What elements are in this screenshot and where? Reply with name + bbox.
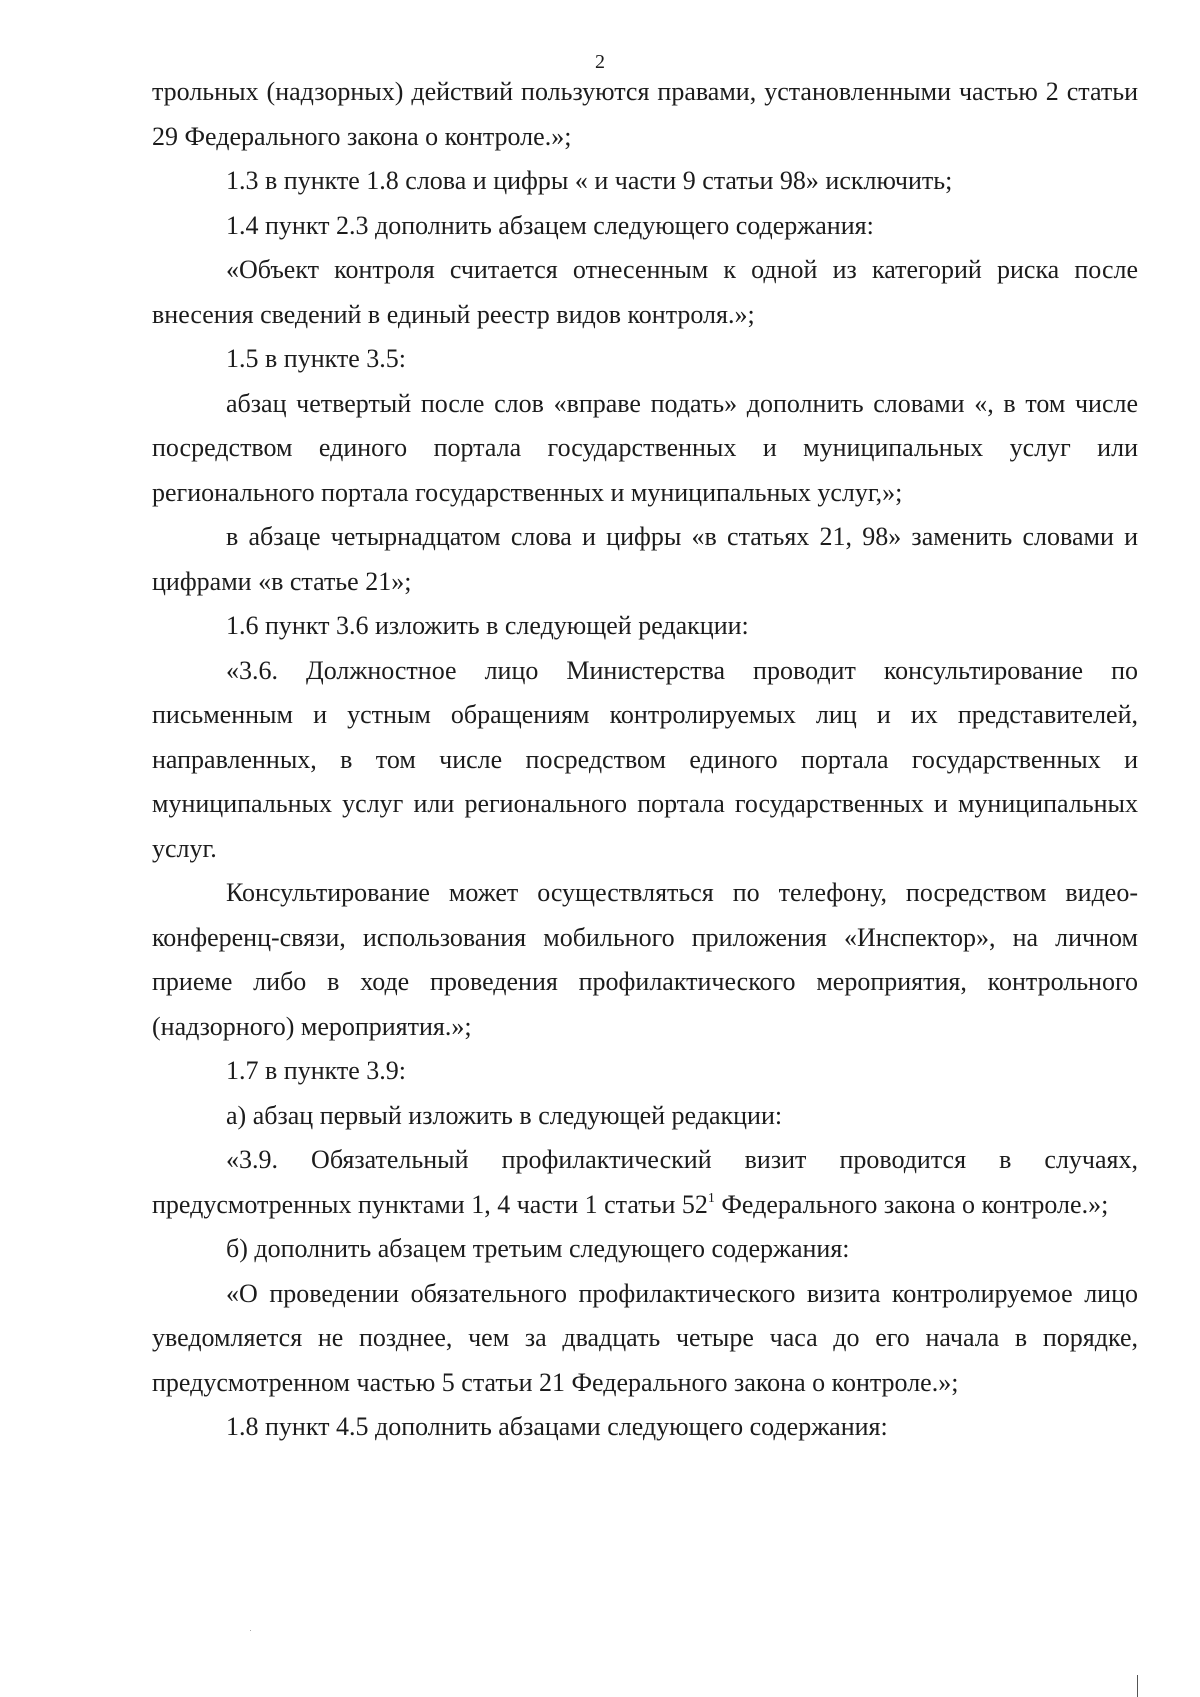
paragraph-abzac-fourth: абзац четвертый после слов «вправе подать» дополнить словами «, в том числе посредством единого портала государственных и муниципальных услуг или регионального портала государственных и муниципальных услуг,»; (152, 388, 1138, 507)
paragraph-quote-risk-category: «Объект контроля считается отнесенным к одной из категорий риска после внесения сведений в единый реестр видов контроля.»; (152, 255, 1138, 329)
paragraph-item-1-7: 1.7 в пункте 3.9: (226, 1056, 407, 1085)
paragraph-item-1-3: 1.3 в пункте 1.8 слова и цифры « и части 9 статьи 98» исключить; (226, 166, 953, 195)
paragraph-quote-3-9 (152, 1138, 1138, 1227)
scan-artifact-dot (250, 1630, 251, 1631)
paragraph-consulting: Консультирование может осуществляться по телефону, посредством видео-конференц-связи, использования мобильного приложения «Инспектор», на личном приеме либо в ходе проведения профилактического мероприятия, контрольного (надзорного) мероприятия.»; (152, 878, 1138, 1041)
superscript-article-mark: 1 (707, 1190, 715, 1206)
paragraph-quote-3-9-text: «3.9. Обязательный профилактический визит проводится в случаях, предусмотренных пунктами 1, 4 части 1 статьи 52 (152, 1145, 1138, 1219)
page-number: 2 (595, 51, 605, 73)
paragraph-sub-a: а) абзац первый изложить в следующей редакции: (226, 1100, 783, 1130)
document-body (152, 70, 1138, 1450)
scan-artifact-mark (1137, 1675, 1138, 1697)
paragraph-quote-3-9-tail: Федерального закона о контроле.»; (714, 1189, 1109, 1219)
paragraph-quote-visit-notice: «О проведении обязательного профилактического визита контролируемое лицо уведомляется не позднее, чем за двадцать четыре часа до его начала в порядке, предусмотренном частью 5 статьи 21 Федерального закона о контроле.»; (152, 1278, 1138, 1397)
paragraph-abzac-fourteenth: в абзаце четырнадцатом слова и цифры «в статьях 21, 98» заменить словами и цифрами «в статье 21»; (152, 522, 1138, 596)
paragraph-item-1-8: 1.8 пункт 4.5 дополнить абзацами следующего содержания: (226, 1412, 888, 1441)
paragraph-item-1-5: 1.5 в пункте 3.5: (226, 344, 407, 373)
paragraph-item-1-4: 1.4 пункт 2.3 дополнить абзацем следующего содержания: (226, 210, 874, 240)
paragraph-sub-b: б) дополнить абзацем третьим следующего содержания: (226, 1234, 850, 1263)
paragraph-quote-3-6: «3.6. Должностное лицо Министерства проводит консультирование по письменным и устным обращениям контролируемых лиц и их представителей, направленных, в том числе посредством единого портала государственных и муниципальных услуг или регионального портала государственных и муниципальных услуг. (152, 655, 1138, 863)
paragraph-continuation: трольных (надзорных) действий пользуются правами, установленными частью 2 статьи 29 Федерального закона о контроле.»; (152, 77, 1138, 151)
paragraph-item-1-6: 1.6 пункт 3.6 изложить в следующей редакции: (226, 611, 749, 640)
